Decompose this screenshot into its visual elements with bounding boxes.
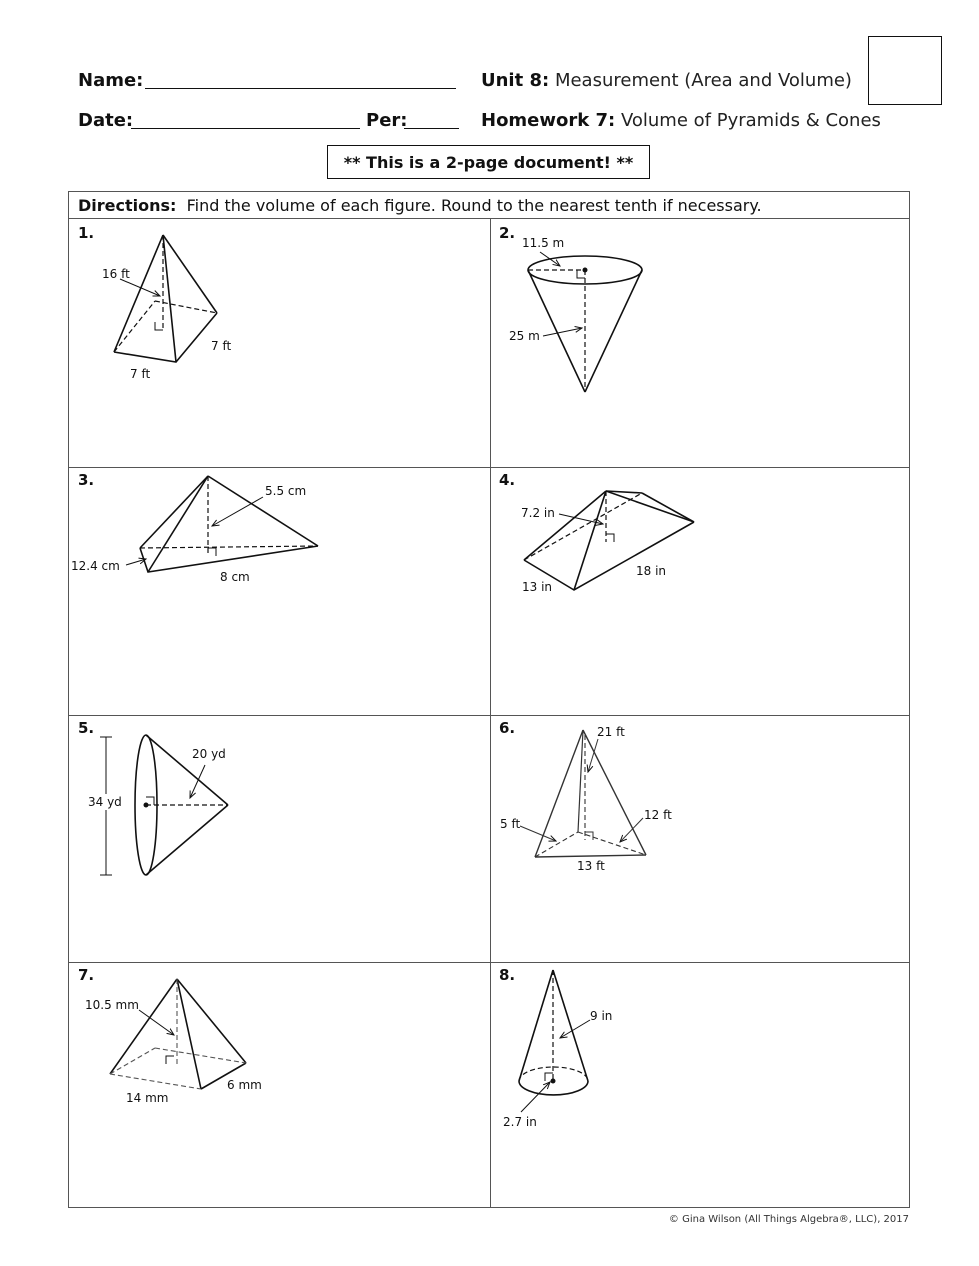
label-7-length: 14 mm [126,1091,169,1105]
label-4-height: 7.2 in [521,506,555,520]
label-3-height: 5.5 cm [265,484,307,498]
label-6-base: 13 ft [577,859,605,873]
cone-8-center [551,1079,556,1084]
date-label: Date: [78,110,134,131]
homework-heading: Homework 7: Volume of Pyramids & Cones [481,110,881,131]
name-label: Name: [78,70,144,91]
label-2-height: 25 m [509,329,540,343]
label-1-side-front: 7 ft [130,367,151,381]
copyright-notice: © Gina Wilson (All Things Algebra®, LLC), 2017 [668,1214,909,1225]
problem-number-2: 2. [499,224,516,242]
unit-heading: Unit 8: Measurement (Area and Volume) [481,70,852,91]
problem-number-4: 4. [499,471,516,489]
figure-6-triangular-pyramid [520,730,646,857]
label-8-height: 9 in [590,1009,613,1023]
problem-number-8: 8. [499,966,516,984]
label-5-height: 20 yd [192,747,226,761]
label-5-diameter: 34 yd [88,795,122,809]
label-1-side-right: 7 ft [211,339,232,353]
label-3-base-side: 12.4 cm [71,559,120,573]
problem-number-7: 7. [78,966,95,984]
figure-7-rectangular-pyramid [110,979,246,1089]
label-7-height: 10.5 mm [85,998,139,1012]
problem-number-6: 6. [499,719,516,737]
label-3-base-bottom: 8 cm [220,570,250,584]
problem-number-1: 1. [78,224,95,242]
per-label: Per: [366,110,408,131]
label-6-leg-right: 12 ft [644,808,672,822]
figure-8-upright-cone [519,970,590,1112]
problem-number-5: 5. [78,719,95,737]
label-2-radius: 11.5 m [522,236,565,250]
label-4-length: 18 in [636,564,667,578]
label-8-radius: 2.7 in [503,1115,537,1129]
cone-2-center [583,268,588,273]
cone-5-center [144,803,149,808]
figure-2-inverted-cone [528,252,642,392]
directions: Directions: Find the volume of each figure. Round to the nearest tenth if necessary. [69,192,909,219]
problem-number-3: 3. [78,471,95,489]
label-4-width: 13 in [522,580,553,594]
label-6-leg-left: 5 ft [500,817,521,831]
label-7-width: 6 mm [227,1078,262,1092]
two-page-notice: ** This is a 2-page document! ** [327,145,650,179]
label-6-height: 21 ft [597,725,625,739]
figure-1-square-pyramid [114,235,217,362]
label-1-height: 16 ft [102,267,130,281]
